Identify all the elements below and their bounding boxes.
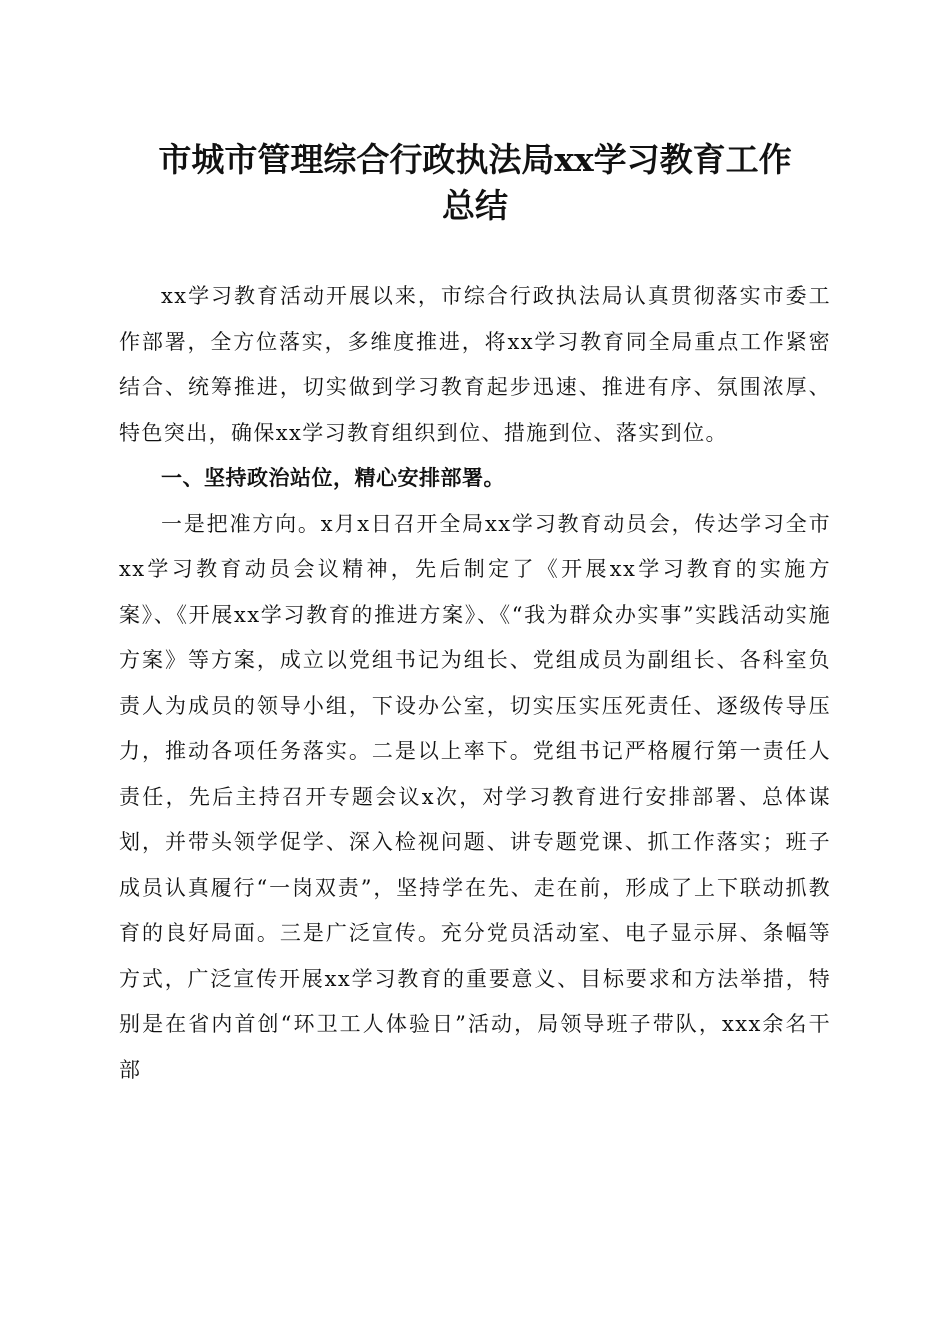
section1-paragraph: 一是把准方向。x月x日召开全局xx学习教育动员会，传达学习全市xx学习教育动员会议精神，先后制定了《开展xx学习教育的实施方案》、《开展xx学习教育的推进方案》、《“我为群众办实事”实践活动实施方案》等方案，成立以党组书记为组长、党组成员为副组长、各科室负责人为成员的领导小组，下设办公室，切实压实压死责任、逐级传导压力，推动各项任务落实。二是以上率下。党组书记严格履行第一责任人责任，先后主持召开专题会议x次，对学习教育进行安排部署、总体谋划，并带头领学促学、深入检视问题、讲专题党课、抓工作落实；班子成员认真履行“一岗双责”，坚持学在先、走在前，形成了上下联动抓教育的良好局面。三是广泛宣传。充分党员活动室、电子显示屏、条幅等方式，广泛宣传开展xx学习教育的重要意义、目标要求和方法举措，特别是在省内首创“环卫工人体验日”活动，局领导班子带队，xxx余名干部 xyxy=(119,511,831,1082)
section1-heading: 一、坚持政治站位，精心安排部署。 xyxy=(161,466,505,490)
document-body xyxy=(119,274,831,1093)
intro-paragraph: xx学习教育活动开展以来，市综合行政执法局认真贯彻落实市委工作部署，全方位落实，多维度推进，将xx学习教育同全局重点工作紧密结合、统筹推进，切实做到学习教育起步迅速、推进有序、氛围浓厚、特色突出，确保xx学习教育组织到位、措施到位、落实到位。 xyxy=(119,284,831,445)
document-title-line2: 总结 xyxy=(442,186,508,225)
document-title-line1: 市城市管理综合行政执法局xx学习教育工作 xyxy=(158,140,792,179)
